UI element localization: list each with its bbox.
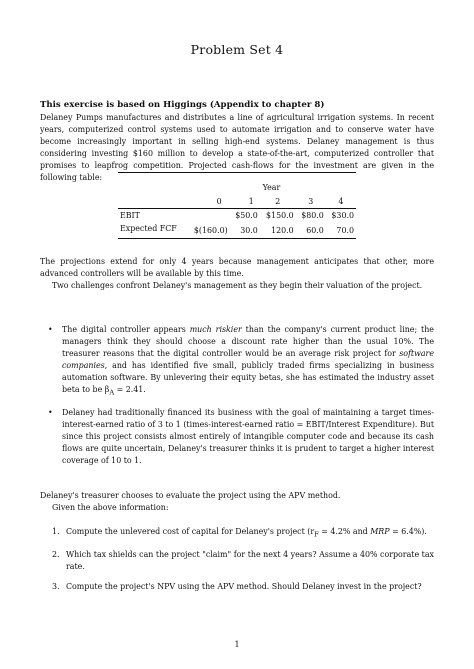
list-item: 2. Which tax shields can the project "claim" for the next 4 years? Assume a 40% corporate tax rate. [52, 549, 434, 571]
question-list [40, 526, 434, 601]
page-number: 1 [234, 640, 240, 649]
table-cell: 70.0 [326, 222, 356, 239]
row-label-fcf: Expected FCF [118, 222, 187, 239]
intro-paragraph: Delaney Pumps manufactures and distributes a line of agricultural irrigation systems. In recent years, computerized control systems used to automate irrigation and to conserve water have become increasingly important in selling high-end systems. Delaney management is thus considering investing $160 million to develop a state-of-the-art, computerized controller that promises to leapfrog competition. Projected cash-flows for the investment are given in the following table: [40, 113, 434, 182]
year-header: Year [187, 173, 356, 196]
table-cell [187, 209, 230, 223]
list-item: 1. Compute the unlevered cost of capital for Delaney's project ($r_F = 4.2\%$ and MRP = 6.4%). [52, 527, 427, 539]
table-cell: $30.0 [326, 209, 356, 223]
list-item: • The digital controller appears much riskier than the company's current product line; the managers think they should choose a discount rate higher than the usual 10%. The treasurer reasons that the digital controller would be an average risk project for software companies, and has identified five small, publicly traded firms specializing in business automation software. By unlevering their equity betas, she has estimated the industry asset beta to be $\beta_A = 2.41$. [48, 325, 434, 397]
bullet-icon: • [48, 325, 53, 334]
apv-paragraph: Delaney's treasurer chooses to evaluate the project using the APV method. [40, 491, 341, 500]
question-number: 1. [52, 527, 60, 536]
page-title: Problem Set 4 [190, 42, 284, 57]
table-cell: 60.0 [296, 222, 326, 239]
year-col-3: 3 [308, 197, 314, 206]
table-cell: $50.0 [230, 209, 260, 223]
list-item: • Delaney had traditionally financed its business with the goal of maintaining a target times-interest-earned ratio of 3 to 1 (times-interest-earned ratio = EBIT/Interest Expenditure). But since this project consists almost entirely of intangible computer code and because its cash flows are quite uncertain, Delaney's treasurer thinks it is prudent to target a higher interest coverage of 10 to 1. [48, 407, 434, 465]
row-label-ebit: EBIT [118, 209, 187, 223]
bullet-icon: • [48, 407, 53, 417]
given-paragraph: Given the above information: [52, 503, 169, 512]
list-item: 3. Compute the project's NPV using the APV method. Should Delaney invest in the project? [52, 581, 422, 591]
challenge-list [40, 324, 434, 475]
table-cell: $(160.0) [187, 222, 230, 239]
table-cell: $80.0 [296, 209, 326, 223]
question-number: 2. [52, 549, 60, 559]
challenges-paragraph: Two challenges confront Delaney's management as they begin their valuation of the project. [52, 281, 423, 290]
year-col-2: 2 [275, 197, 281, 206]
year-col-0: 0 [216, 197, 222, 206]
table-cell: 30.0 [230, 222, 260, 239]
question-number: 3. [52, 581, 60, 591]
table-cell: 120.0 [260, 222, 296, 239]
projections-paragraph: The projections extend for only 4 years because management anticipates that other, more advanced controllers will be available by this time. [40, 257, 434, 278]
year-col-1: 1 [248, 197, 254, 206]
table-cell: $150.0 [260, 209, 296, 223]
year-col-4: 4 [338, 197, 344, 206]
section-heading: This exercise is based on Higgings (Appendix to chapter 8) [40, 100, 325, 110]
cashflow-table [118, 172, 356, 239]
